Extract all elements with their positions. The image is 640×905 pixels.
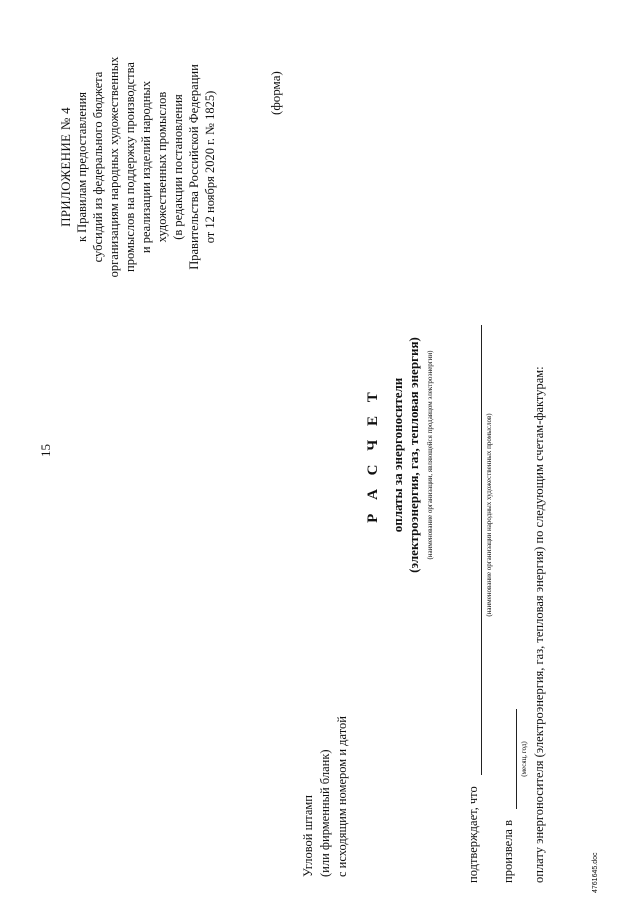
produced-caption: (месяц, год) <box>520 741 528 777</box>
stamp-line: (или фирменный бланк) <box>318 749 332 877</box>
appendix-line: промыслов на поддержку производства <box>123 62 137 272</box>
stamp-line: Угловой штамп <box>301 794 315 877</box>
file-name: 4761645.doc <box>592 852 599 893</box>
appendix-line: и реализации изделий народных <box>139 80 153 254</box>
stamp-line: с исходящим номером и датой <box>335 716 349 877</box>
appendix-line: Правительства Российской Федерации <box>187 64 201 270</box>
appendix-header <box>58 17 218 317</box>
appendix-line: (в редакции постановления <box>171 94 185 240</box>
appendix-line: от 12 ноября 2020 г. № 1825) <box>203 90 217 244</box>
payment-text: оплату энергоносителя (электроэнергия, газ, тепловая энергия) по следующим счетам-фактурам: <box>532 366 546 883</box>
confirm-caption: (наименование организации народных художественных промыслов) <box>485 413 493 617</box>
form-label: (форма) <box>268 71 283 115</box>
organization-name-field[interactable] <box>481 325 482 775</box>
document-title <box>362 215 435 695</box>
title-energy-types: (электроэнергия, газ, тепловая энергия) <box>406 337 421 573</box>
confirm-label: подтверждает, что <box>466 786 480 883</box>
produced-label: произвела в <box>501 819 515 883</box>
appendix-line: организациям народных художественных <box>107 56 121 278</box>
title-caption: (наименование организации, являющейся продавцом электроэнергии) <box>426 350 434 560</box>
title-subject: оплаты за энергоносители <box>390 377 405 533</box>
month-year-field[interactable] <box>516 709 517 809</box>
title-main: Р А С Ч Е Т <box>365 387 381 523</box>
appendix-line: субсидий из федерального бюджета <box>91 71 105 263</box>
corner-stamp-note <box>300 716 351 877</box>
appendix-line: к Правилам предоставления <box>75 91 89 243</box>
page-number: 15 <box>38 444 53 457</box>
appendix-title: ПРИЛОЖЕНИЕ № 4 <box>58 107 73 227</box>
appendix-line: художественных промыслов <box>155 91 169 243</box>
